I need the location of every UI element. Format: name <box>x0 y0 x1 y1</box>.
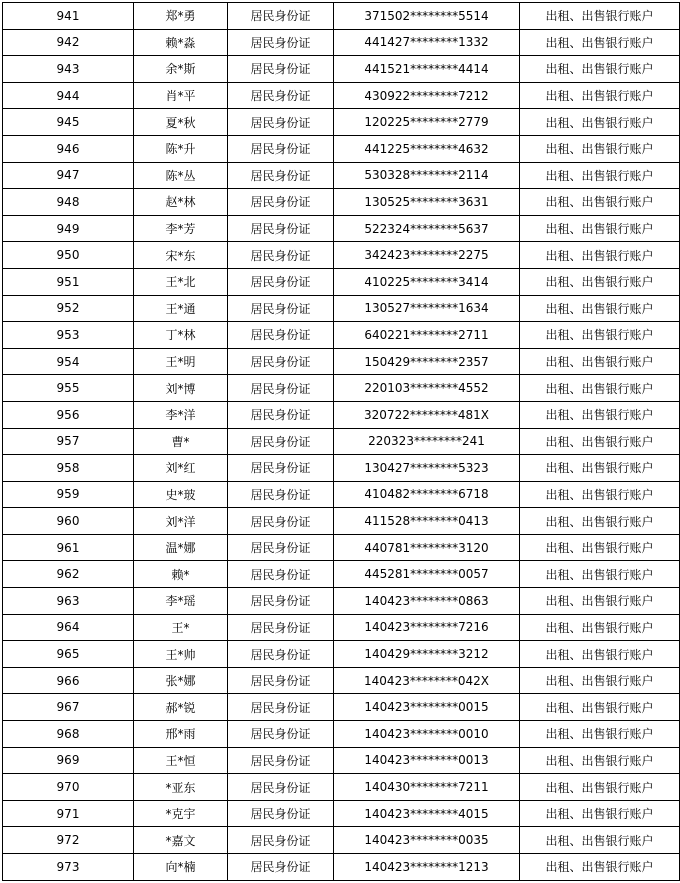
person-name-cell: 向*楠 <box>134 854 228 881</box>
row-number-cell: 946 <box>3 135 134 162</box>
violation-behavior-cell: 出租、出售银行账户 <box>520 29 680 56</box>
table-row <box>3 348 680 375</box>
person-name-cell: 史*玻 <box>134 481 228 508</box>
id-type-cell: 居民身份证 <box>228 428 334 455</box>
id-number-cell: 130525********3631 <box>334 189 520 216</box>
id-number-cell: 440781********3120 <box>334 534 520 561</box>
table-row <box>3 135 680 162</box>
person-name-cell: 王*帅 <box>134 641 228 668</box>
person-name-cell: 王*北 <box>134 268 228 295</box>
table-row <box>3 189 680 216</box>
violation-behavior-cell: 出租、出售银行账户 <box>520 215 680 242</box>
id-number-cell: 140423********0010 <box>334 721 520 748</box>
row-number-cell: 969 <box>3 747 134 774</box>
row-number-cell: 965 <box>3 641 134 668</box>
person-name-cell: 刘*洋 <box>134 508 228 535</box>
id-number-cell: 410225********3414 <box>334 268 520 295</box>
row-number-cell: 949 <box>3 215 134 242</box>
table-row <box>3 694 680 721</box>
row-number-cell: 962 <box>3 561 134 588</box>
violation-behavior-cell: 出租、出售银行账户 <box>520 827 680 854</box>
id-number-cell: 140423********1213 <box>334 854 520 881</box>
id-type-cell: 居民身份证 <box>228 189 334 216</box>
table-row <box>3 322 680 349</box>
table-row <box>3 268 680 295</box>
table-row <box>3 455 680 482</box>
row-number-cell: 971 <box>3 800 134 827</box>
row-number-cell: 942 <box>3 29 134 56</box>
table-row <box>3 641 680 668</box>
violation-behavior-cell: 出租、出售银行账户 <box>520 3 680 30</box>
id-number-cell: 430922********7212 <box>334 82 520 109</box>
row-number-cell: 953 <box>3 322 134 349</box>
table-row <box>3 29 680 56</box>
id-type-cell: 居民身份证 <box>228 827 334 854</box>
person-name-cell: 张*娜 <box>134 667 228 694</box>
id-type-cell: 居民身份证 <box>228 667 334 694</box>
person-name-cell: *亚东 <box>134 774 228 801</box>
row-number-cell: 959 <box>3 481 134 508</box>
id-type-cell: 居民身份证 <box>228 508 334 535</box>
id-type-cell: 居民身份证 <box>228 694 334 721</box>
row-number-cell: 955 <box>3 375 134 402</box>
violation-behavior-cell: 出租、出售银行账户 <box>520 561 680 588</box>
row-number-cell: 964 <box>3 614 134 641</box>
id-number-cell: 130427********5323 <box>334 455 520 482</box>
violation-behavior-cell: 出租、出售银行账户 <box>520 588 680 615</box>
id-type-cell: 居民身份证 <box>228 774 334 801</box>
row-number-cell: 956 <box>3 401 134 428</box>
table-row <box>3 721 680 748</box>
table-row <box>3 215 680 242</box>
table-row <box>3 242 680 269</box>
row-number-cell: 947 <box>3 162 134 189</box>
id-type-cell: 居民身份证 <box>228 135 334 162</box>
id-type-cell: 居民身份证 <box>228 481 334 508</box>
table-row <box>3 375 680 402</box>
table-row <box>3 109 680 136</box>
person-name-cell: 邢*雨 <box>134 721 228 748</box>
id-type-cell: 居民身份证 <box>228 322 334 349</box>
table-row <box>3 588 680 615</box>
table-row <box>3 827 680 854</box>
row-number-cell: 973 <box>3 854 134 881</box>
id-number-cell: 140423********4015 <box>334 800 520 827</box>
id-number-cell: 411528********0413 <box>334 508 520 535</box>
person-name-cell: *克宇 <box>134 800 228 827</box>
violation-behavior-cell: 出租、出售银行账户 <box>520 162 680 189</box>
id-type-cell: 居民身份证 <box>228 268 334 295</box>
id-number-cell: 522324********5637 <box>334 215 520 242</box>
id-type-cell: 居民身份证 <box>228 854 334 881</box>
id-type-cell: 居民身份证 <box>228 401 334 428</box>
person-name-cell: 赖*淼 <box>134 29 228 56</box>
row-number-cell: 951 <box>3 268 134 295</box>
id-number-cell: 410482********6718 <box>334 481 520 508</box>
id-number-cell: 441521********4414 <box>334 56 520 83</box>
violation-behavior-cell: 出租、出售银行账户 <box>520 268 680 295</box>
id-number-cell: 445281********0057 <box>334 561 520 588</box>
violation-behavior-cell: 出租、出售银行账户 <box>520 135 680 162</box>
id-number-cell: 120225********2779 <box>334 109 520 136</box>
id-type-cell: 居民身份证 <box>228 641 334 668</box>
violation-behavior-cell: 出租、出售银行账户 <box>520 534 680 561</box>
person-name-cell: 温*娜 <box>134 534 228 561</box>
table-row <box>3 667 680 694</box>
id-type-cell: 居民身份证 <box>228 82 334 109</box>
id-number-cell: 441225********4632 <box>334 135 520 162</box>
row-number-cell: 952 <box>3 295 134 322</box>
row-number-cell: 945 <box>3 109 134 136</box>
person-name-cell: 陈*丛 <box>134 162 228 189</box>
table-row <box>3 534 680 561</box>
table-row <box>3 3 680 30</box>
table-row <box>3 561 680 588</box>
id-number-cell: 140423********0863 <box>334 588 520 615</box>
row-number-cell: 957 <box>3 428 134 455</box>
id-number-cell: 342423********2275 <box>334 242 520 269</box>
id-number-cell: 220323********241 <box>334 428 520 455</box>
person-name-cell: 夏*秋 <box>134 109 228 136</box>
person-name-cell: 肖*平 <box>134 82 228 109</box>
person-name-cell: 王*通 <box>134 295 228 322</box>
id-type-cell: 居民身份证 <box>228 3 334 30</box>
violation-behavior-cell: 出租、出售银行账户 <box>520 322 680 349</box>
row-number-cell: 966 <box>3 667 134 694</box>
violation-behavior-cell: 出租、出售银行账户 <box>520 401 680 428</box>
violation-behavior-cell: 出租、出售银行账户 <box>520 667 680 694</box>
table-row <box>3 401 680 428</box>
row-number-cell: 960 <box>3 508 134 535</box>
id-type-cell: 居民身份证 <box>228 721 334 748</box>
violation-behavior-cell: 出租、出售银行账户 <box>520 189 680 216</box>
table-row <box>3 854 680 881</box>
violation-behavior-cell: 出租、出售银行账户 <box>520 295 680 322</box>
id-number-cell: 530328********2114 <box>334 162 520 189</box>
id-number-cell: 140423********042X <box>334 667 520 694</box>
id-type-cell: 居民身份证 <box>228 242 334 269</box>
id-type-cell: 居民身份证 <box>228 561 334 588</box>
violation-behavior-cell: 出租、出售银行账户 <box>520 508 680 535</box>
id-number-cell: 140430********7211 <box>334 774 520 801</box>
violation-behavior-cell: 出租、出售银行账户 <box>520 375 680 402</box>
id-type-cell: 居民身份证 <box>228 375 334 402</box>
records-table-body <box>3 3 680 881</box>
id-type-cell: 居民身份证 <box>228 534 334 561</box>
person-name-cell: 王*恒 <box>134 747 228 774</box>
table-row <box>3 56 680 83</box>
person-name-cell: 李*瑶 <box>134 588 228 615</box>
id-type-cell: 居民身份证 <box>228 455 334 482</box>
id-type-cell: 居民身份证 <box>228 614 334 641</box>
person-name-cell: 王*明 <box>134 348 228 375</box>
person-name-cell: 丁*林 <box>134 322 228 349</box>
records-table <box>2 2 680 881</box>
person-name-cell: 李*芳 <box>134 215 228 242</box>
violation-behavior-cell: 出租、出售银行账户 <box>520 348 680 375</box>
row-number-cell: 954 <box>3 348 134 375</box>
violation-behavior-cell: 出租、出售银行账户 <box>520 242 680 269</box>
id-type-cell: 居民身份证 <box>228 29 334 56</box>
violation-behavior-cell: 出租、出售银行账户 <box>520 56 680 83</box>
person-name-cell: 刘*红 <box>134 455 228 482</box>
violation-behavior-cell: 出租、出售银行账户 <box>520 481 680 508</box>
person-name-cell: 宋*东 <box>134 242 228 269</box>
violation-behavior-cell: 出租、出售银行账户 <box>520 694 680 721</box>
id-type-cell: 居民身份证 <box>228 56 334 83</box>
violation-behavior-cell: 出租、出售银行账户 <box>520 747 680 774</box>
violation-behavior-cell: 出租、出售银行账户 <box>520 721 680 748</box>
person-name-cell: 刘*博 <box>134 375 228 402</box>
id-number-cell: 441427********1332 <box>334 29 520 56</box>
table-row <box>3 295 680 322</box>
id-type-cell: 居民身份证 <box>228 109 334 136</box>
id-number-cell: 220103********4552 <box>334 375 520 402</box>
id-number-cell: 140423********0013 <box>334 747 520 774</box>
row-number-cell: 943 <box>3 56 134 83</box>
table-row <box>3 508 680 535</box>
person-name-cell: 王* <box>134 614 228 641</box>
row-number-cell: 958 <box>3 455 134 482</box>
id-type-cell: 居民身份证 <box>228 348 334 375</box>
violation-behavior-cell: 出租、出售银行账户 <box>520 455 680 482</box>
person-name-cell: 余*斯 <box>134 56 228 83</box>
id-type-cell: 居民身份证 <box>228 588 334 615</box>
row-number-cell: 970 <box>3 774 134 801</box>
id-number-cell: 150429********2357 <box>334 348 520 375</box>
table-row <box>3 82 680 109</box>
person-name-cell: 赖* <box>134 561 228 588</box>
id-number-cell: 140423********7216 <box>334 614 520 641</box>
table-row <box>3 614 680 641</box>
id-number-cell: 371502********5514 <box>334 3 520 30</box>
violation-behavior-cell: 出租、出售银行账户 <box>520 109 680 136</box>
row-number-cell: 972 <box>3 827 134 854</box>
violation-behavior-cell: 出租、出售银行账户 <box>520 800 680 827</box>
table-row <box>3 747 680 774</box>
table-row <box>3 162 680 189</box>
id-number-cell: 140423********0035 <box>334 827 520 854</box>
row-number-cell: 948 <box>3 189 134 216</box>
person-name-cell: *嘉文 <box>134 827 228 854</box>
violation-behavior-cell: 出租、出售银行账户 <box>520 82 680 109</box>
person-name-cell: 郑*勇 <box>134 3 228 30</box>
violation-behavior-cell: 出租、出售银行账户 <box>520 854 680 881</box>
row-number-cell: 963 <box>3 588 134 615</box>
person-name-cell: 李*洋 <box>134 401 228 428</box>
person-name-cell: 陈*升 <box>134 135 228 162</box>
table-row <box>3 774 680 801</box>
violation-behavior-cell: 出租、出售银行账户 <box>520 641 680 668</box>
id-type-cell: 居民身份证 <box>228 215 334 242</box>
id-number-cell: 140429********3212 <box>334 641 520 668</box>
row-number-cell: 968 <box>3 721 134 748</box>
table-row <box>3 428 680 455</box>
id-type-cell: 居民身份证 <box>228 162 334 189</box>
violation-behavior-cell: 出租、出售银行账户 <box>520 774 680 801</box>
row-number-cell: 941 <box>3 3 134 30</box>
table-row <box>3 481 680 508</box>
person-name-cell: 郝*锐 <box>134 694 228 721</box>
row-number-cell: 944 <box>3 82 134 109</box>
violation-behavior-cell: 出租、出售银行账户 <box>520 614 680 641</box>
row-number-cell: 967 <box>3 694 134 721</box>
person-name-cell: 赵*林 <box>134 189 228 216</box>
id-type-cell: 居民身份证 <box>228 747 334 774</box>
violation-behavior-cell: 出租、出售银行账户 <box>520 428 680 455</box>
row-number-cell: 950 <box>3 242 134 269</box>
id-type-cell: 居民身份证 <box>228 295 334 322</box>
person-name-cell: 曹* <box>134 428 228 455</box>
id-type-cell: 居民身份证 <box>228 800 334 827</box>
row-number-cell: 961 <box>3 534 134 561</box>
id-number-cell: 130527********1634 <box>334 295 520 322</box>
id-number-cell: 640221********2711 <box>334 322 520 349</box>
id-number-cell: 320722********481X <box>334 401 520 428</box>
id-number-cell: 140423********0015 <box>334 694 520 721</box>
table-row <box>3 800 680 827</box>
